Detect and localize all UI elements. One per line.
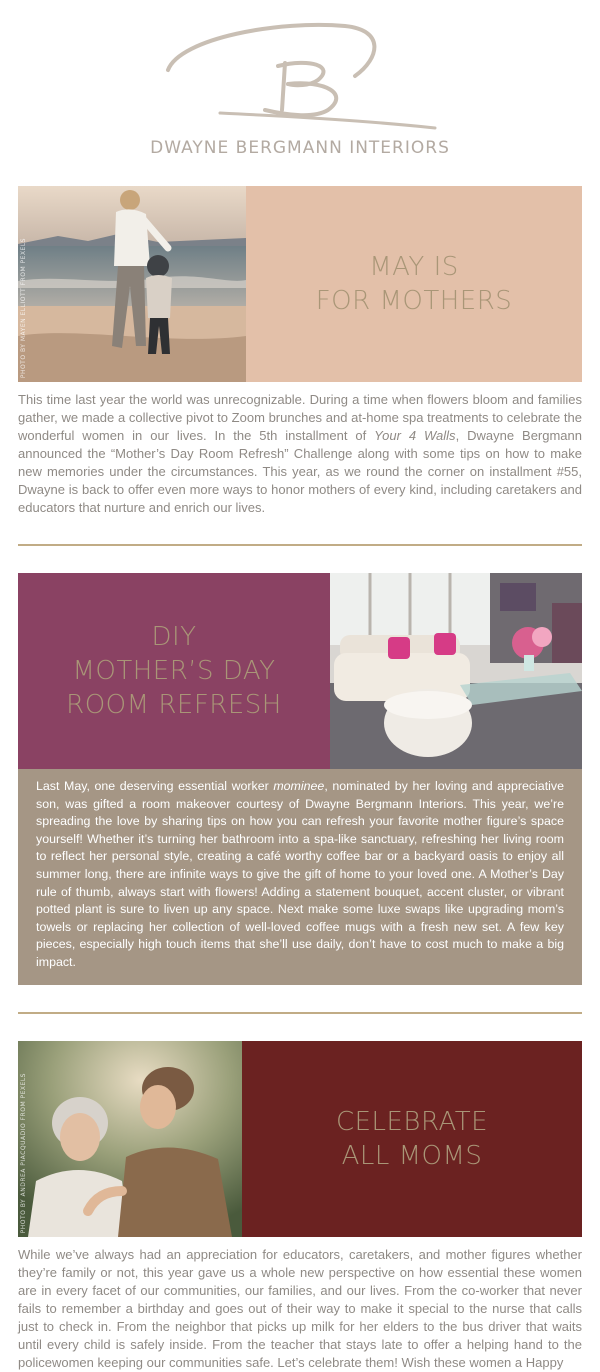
section-diy-room-refresh [18,573,582,769]
paragraph-text: , nominated by her loving and appreciative son, was gifted a room makeover courtesy of Dwayne Bergmann Interiors. This year, we’re spreading the love by sharing tips on how you can refresh your favorite mother figure’s space yourself! Whether it’s turning her bathroom into a spa-like sanctuary, refreshing her living room to reflect her personal style, creating a café worthy coffee bar or a backyard oasis to enjoy all summer long, there are infinite ways to give the gift of home to your loved one. A Mother’s Day rule of thumb, always start with flowers! Adding a statement bouquet, accent cluster, or vibrant potted plant is sure to liven up any space. Next make some luxe swaps like upgrading mom’s towels or replacing her collection of well-loved coffee mugs with a fresh new set. A few key pieces, especially high touch items that she’ll use daily, don’t have to cost much to make a big impact. [36,779,564,969]
living-room-illustration [330,573,582,769]
photo-credit: PHOTO BY MAYEN ELLIOTT FROM PEXELS [20,237,27,378]
section-title [316,250,513,318]
women-laughing-photo [18,1041,242,1237]
celebrate-paragraph: While we’ve always had an appreciation for educators, caretakers, and mother figures whether they’re family or not, this year gave us a whole new perspective on how essential these women are in every facet of our communities, our families, and our lives. From the co-worker that never fails to remember a birthday and goes out of their way to make it special to the nurse that calls just to check in. From the neighbor that picks up milk for her elders to the bus driver that waits until every child is safely inside. From the teacher that stays late to offer a helping hand to the policewomen keeping our communities safe. Let’s celebrate them! Wish these women a Happy [18,1247,582,1370]
beach-mother-child-photo [18,186,246,382]
paragraph-text: This time last year the world was unrecognizable. During a time when flowers bloom and families gather, we made a collective pivot to Zoom brunches and at-home spa treatments to celebrate the wonderful women in our lives. In the 5th installment of [18,392,582,443]
diy-tips-box [18,769,582,985]
section-title [336,1105,488,1173]
brand-name: DWAYNE BERGMANN INTERIORS [150,138,450,158]
paragraph-text: , Dwayne Bergmann announced the “Mother’s Day Room Refresh” Challenge along with some tips on how to make new memories under the circumstances. This year, as we round the corner on installment #55, Dwayne is back to offer even more ways to honor mothers of every kind, including caretakers and educators that nurture and enrich our lives. [18,428,582,515]
publication-title: Your 4 Walls [374,428,456,443]
beach-photo-illustration [18,186,246,382]
title-line: ALL MOMS [341,1141,483,1171]
title-line: MAY IS [369,252,459,282]
intro-paragraph [18,391,582,517]
section-divider [18,1012,582,1014]
women-photo-illustration [18,1041,242,1237]
section-divider [18,544,582,546]
title-line: FOR MOTHERS [315,286,513,316]
title-line: CELEBRATE [335,1107,489,1137]
title-line: ROOM REFRESH [66,690,282,720]
title-panel-burgundy [242,1041,582,1237]
section-celebrate-all-moms [18,1041,582,1237]
section-may-is-for-mothers [18,186,582,382]
photo-credit: PHOTO BY ANDREA PIACQUADIO FROM PEXELS [20,1072,27,1233]
title-line: MOTHER’S DAY [72,656,276,686]
title-panel-plum [18,573,330,769]
title-line: DIY [151,622,197,652]
db-monogram-logo [160,18,440,133]
email-header [0,0,600,170]
paragraph-text: Last May, one deserving essential worker [36,779,274,793]
section-title [66,620,282,722]
title-panel-peach [246,186,582,382]
emphasis-text: mominee [273,779,325,793]
living-room-photo [330,573,582,769]
